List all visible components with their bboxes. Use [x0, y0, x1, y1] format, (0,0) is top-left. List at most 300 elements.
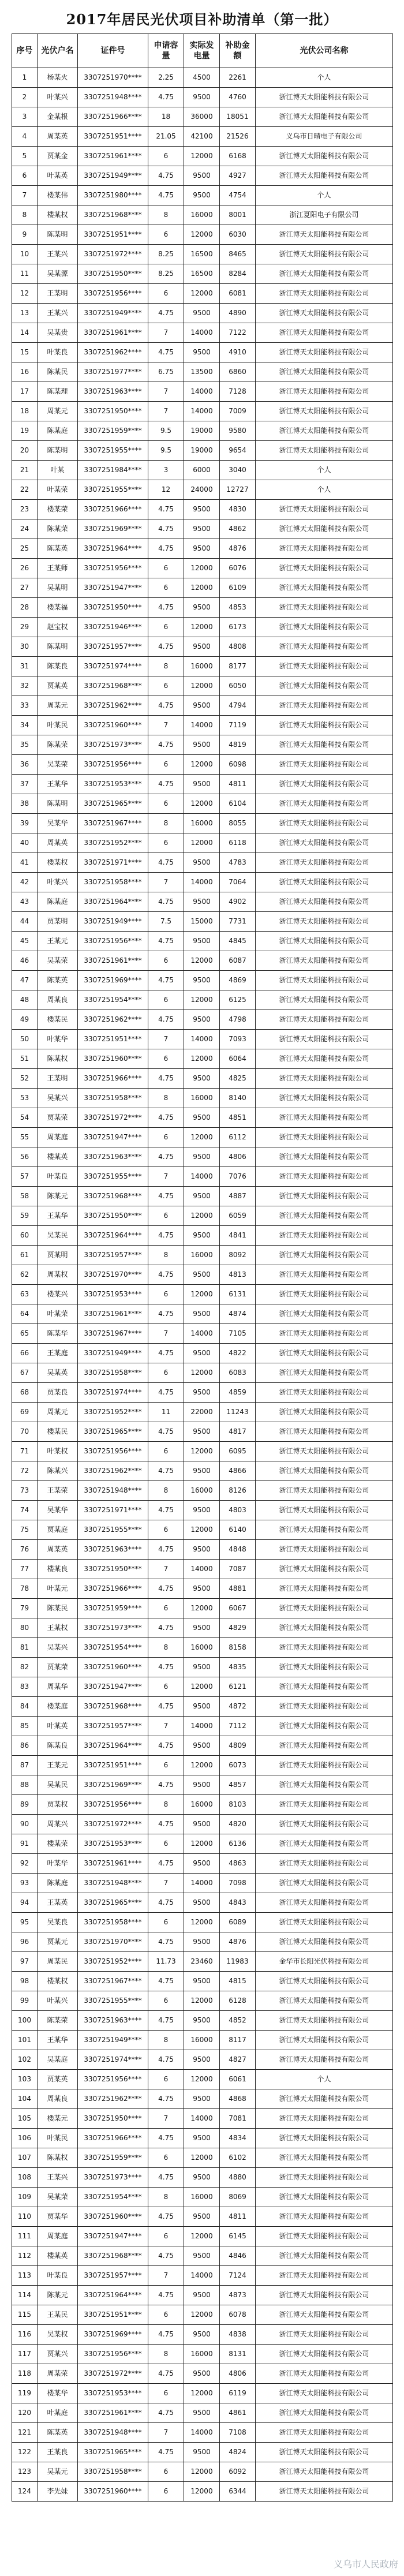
cell-owner-name: 贾某良: [38, 1383, 78, 1403]
cell-index: 10: [12, 245, 38, 264]
cell-subsidy: 6067: [220, 1599, 256, 1618]
table-row: [12, 284, 393, 304]
cell-company: 浙江博天太阳能科技有限公司: [256, 951, 393, 971]
cell-id-number: 3307251947****: [78, 2227, 148, 2246]
cell-capacity: 6: [148, 2148, 184, 2168]
cell-company: 浙江博天太阳能科技有限公司: [256, 1403, 393, 1422]
cell-subsidy: 4806: [220, 2364, 256, 2384]
cell-subsidy: 7081: [220, 2109, 256, 2129]
cell-owner-name: 吴某贵: [38, 323, 78, 343]
cell-owner-name: 楼某权: [38, 853, 78, 873]
cell-owner-name: 叶某英: [38, 166, 78, 186]
cell-id-number: 3307251958****: [78, 2462, 148, 2482]
cell-index: 30: [12, 637, 38, 657]
cell-index: 21: [12, 461, 38, 480]
cell-index: 74: [12, 1501, 38, 1520]
table-row: [12, 225, 393, 245]
cell-id-number: 3307251961****: [78, 323, 148, 343]
cell-id-number: 3307251957****: [78, 2266, 148, 2286]
cell-id-number: 3307251957****: [78, 1717, 148, 1736]
cell-subsidy: 6061: [220, 2070, 256, 2089]
cell-capacity: 6: [148, 2462, 184, 2482]
cell-subsidy: 8131: [220, 2345, 256, 2364]
cell-generation: 12000: [184, 833, 220, 853]
table-row: [12, 2286, 393, 2305]
cell-capacity: 4.75: [148, 1108, 184, 1128]
cell-subsidy: 4803: [220, 1501, 256, 1520]
cell-company: 浙江博天太阳能科技有限公司: [256, 990, 393, 1010]
cell-subsidy: 6092: [220, 2462, 256, 2482]
cell-capacity: 8: [148, 2345, 184, 2364]
cell-owner-name: 楼某荣: [38, 500, 78, 519]
cell-capacity: 6: [148, 2384, 184, 2403]
cell-generation: 12000: [184, 147, 220, 166]
table-row: [12, 1795, 393, 1815]
cell-owner-name: 王某明: [38, 284, 78, 304]
cell-owner-name: 吴某英: [38, 1363, 78, 1383]
cell-index: 52: [12, 1069, 38, 1089]
cell-id-number: 3307251968****: [78, 1697, 148, 1717]
cell-company: 浙江博天太阳能科技有限公司: [256, 794, 393, 814]
table-row: [12, 1815, 393, 1834]
cell-index: 80: [12, 1618, 38, 1638]
cell-id-number: 3307251967****: [78, 1324, 148, 1344]
table-row: [12, 1834, 393, 1854]
cell-owner-name: 楼某元: [38, 2109, 78, 2129]
cell-owner-name: 吴某良: [38, 1913, 78, 1932]
table-row: [12, 735, 393, 755]
cell-owner-name: 陈某荣: [38, 519, 78, 539]
cell-capacity: 4.75: [148, 1893, 184, 1913]
cell-company: 浙江博天太阳能科技有限公司: [256, 284, 393, 304]
cell-subsidy: 6145: [220, 2227, 256, 2246]
cell-generation: 12000: [184, 2384, 220, 2403]
cell-generation: 12000: [184, 1206, 220, 1226]
cell-company: 浙江博天太阳能科技有限公司: [256, 1893, 393, 1913]
cell-company: 浙江博天太阳能科技有限公司: [256, 88, 393, 107]
cell-generation: 9500: [184, 519, 220, 539]
table-row: [12, 873, 393, 892]
cell-id-number: 3307251964****: [78, 1736, 148, 1756]
cell-index: 7: [12, 186, 38, 205]
cell-id-number: 3307251955****: [78, 1991, 148, 2011]
table-row: [12, 402, 393, 421]
table-row: [12, 559, 393, 578]
cell-index: 102: [12, 2050, 38, 2070]
table-row: [12, 1579, 393, 1599]
table-row: [12, 539, 393, 559]
cell-capacity: 6: [148, 225, 184, 245]
cell-id-number: 3307251966****: [78, 107, 148, 127]
cell-id-number: 3307251961****: [78, 2403, 148, 2423]
cell-company: 浙江博天太阳能科技有限公司: [256, 716, 393, 735]
cell-id-number: 3307251965****: [78, 1422, 148, 1442]
cell-id-number: 3307251949****: [78, 1344, 148, 1363]
cell-company: 浙江博天太阳能科技有限公司: [256, 166, 393, 186]
cell-index: 107: [12, 2148, 38, 2168]
cell-capacity: 6: [148, 1128, 184, 1147]
cell-subsidy: 4852: [220, 2011, 256, 2031]
cell-owner-name: 贾某庭: [38, 1520, 78, 1540]
cell-generation: 9500: [184, 2403, 220, 2423]
cell-subsidy: 21526: [220, 127, 256, 147]
cell-company: 浙江博天太阳能科技有限公司: [256, 735, 393, 755]
cell-id-number: 3307251947****: [78, 578, 148, 598]
cell-generation: 9500: [184, 2207, 220, 2227]
cell-index: 67: [12, 1363, 38, 1383]
cell-id-number: 3307251968****: [78, 2246, 148, 2266]
cell-id-number: 3307251963****: [78, 1540, 148, 1560]
cell-generation: 9500: [184, 735, 220, 755]
cell-subsidy: 8069: [220, 2188, 256, 2207]
header-index: 序号: [12, 34, 38, 68]
cell-subsidy: 4834: [220, 2129, 256, 2148]
cell-company: 浙江博天太阳能科技有限公司: [256, 971, 393, 990]
table-row: [12, 1089, 393, 1108]
cell-capacity: 4.75: [148, 343, 184, 362]
cell-company: 浙江博天太阳能科技有限公司: [256, 1285, 393, 1304]
cell-owner-name: 贾某华: [38, 2207, 78, 2227]
cell-generation: 12000: [184, 1520, 220, 1540]
cell-index: 121: [12, 2423, 38, 2443]
cell-id-number: 3307251958****: [78, 1913, 148, 1932]
cell-generation: 14000: [184, 1167, 220, 1187]
cell-owner-name: 吴某权: [38, 2325, 78, 2345]
table-row: [12, 2129, 393, 2148]
cell-capacity: 7: [148, 382, 184, 402]
cell-generation: 9500: [184, 1932, 220, 1952]
cell-owner-name: 贾某元: [38, 1932, 78, 1952]
cell-index: 104: [12, 2089, 38, 2109]
cell-capacity: 6: [148, 1677, 184, 1697]
cell-company: 个人: [256, 480, 393, 500]
header-owner-name: 光伏户名: [38, 34, 78, 68]
cell-owner-name: 周某权: [38, 1265, 78, 1285]
cell-subsidy: 7119: [220, 716, 256, 735]
cell-owner-name: 陈某权: [38, 2148, 78, 2168]
cell-capacity: 4.75: [148, 2050, 184, 2070]
cell-owner-name: 周某英: [38, 1540, 78, 1560]
cell-subsidy: 8092: [220, 1246, 256, 1265]
cell-index: 72: [12, 1461, 38, 1481]
cell-company: 浙江博天太阳能科技有限公司: [256, 833, 393, 853]
table-row: [12, 1344, 393, 1363]
cell-generation: 16000: [184, 2188, 220, 2207]
cell-owner-name: 王某权: [38, 1618, 78, 1638]
cell-capacity: 4.75: [148, 2325, 184, 2345]
cell-subsidy: 6140: [220, 1520, 256, 1540]
table-row: [12, 1658, 393, 1677]
cell-owner-name: 吴某庭: [38, 2050, 78, 2070]
cell-owner-name: 吴某兴: [38, 1638, 78, 1658]
cell-generation: 9500: [184, 971, 220, 990]
cell-subsidy: 4830: [220, 500, 256, 519]
cell-id-number: 3307251964****: [78, 892, 148, 912]
cell-index: 49: [12, 1010, 38, 1030]
cell-generation: 12000: [184, 1756, 220, 1775]
cell-company: 浙江博天太阳能科技有限公司: [256, 2168, 393, 2188]
cell-company: 浙江博天太阳能科技有限公司: [256, 2089, 393, 2109]
cell-capacity: 11: [148, 1403, 184, 1422]
cell-owner-name: 叶某民: [38, 2129, 78, 2148]
cell-capacity: 8.25: [148, 245, 184, 264]
cell-owner-name: 陈某庭: [38, 892, 78, 912]
table-row: [12, 421, 393, 441]
cell-company: 浙江博天太阳能科技有限公司: [256, 1736, 393, 1756]
cell-index: 65: [12, 1324, 38, 1344]
cell-subsidy: 6102: [220, 2148, 256, 2168]
cell-index: 16: [12, 362, 38, 382]
table-row: [12, 1010, 393, 1030]
cell-id-number: 3307251971****: [78, 853, 148, 873]
cell-index: 43: [12, 892, 38, 912]
cell-id-number: 3307251961****: [78, 1304, 148, 1324]
cell-generation: 12000: [184, 1913, 220, 1932]
cell-generation: 14000: [184, 323, 220, 343]
cell-generation: 19000: [184, 441, 220, 461]
cell-generation: 9500: [184, 1775, 220, 1795]
cell-subsidy: 7098: [220, 1874, 256, 1893]
cell-generation: 9500: [184, 1422, 220, 1442]
cell-index: 34: [12, 716, 38, 735]
cell-id-number: 3307251962****: [78, 1010, 148, 1030]
cell-generation: 9500: [184, 1972, 220, 1991]
cell-id-number: 3307251951****: [78, 127, 148, 147]
cell-index: 85: [12, 1717, 38, 1736]
cell-capacity: 7: [148, 323, 184, 343]
cell-capacity: 4.75: [148, 2403, 184, 2423]
table-row: [12, 1049, 393, 1069]
table-row: [12, 1874, 393, 1893]
cell-subsidy: 4824: [220, 2443, 256, 2462]
table-row: [12, 500, 393, 519]
cell-generation: 12000: [184, 578, 220, 598]
cell-generation: 12000: [184, 1363, 220, 1383]
cell-id-number: 3307251956****: [78, 2070, 148, 2089]
cell-company: 浙江博天太阳能科技有限公司: [256, 1422, 393, 1442]
cell-id-number: 3307251965****: [78, 2443, 148, 2462]
cell-generation: 42100: [184, 127, 220, 147]
header-generation: 实际发电量: [184, 34, 220, 68]
cell-index: 1: [12, 68, 38, 88]
cell-id-number: 3307251973****: [78, 1618, 148, 1638]
cell-owner-name: 楼某权: [38, 1972, 78, 1991]
cell-capacity: 4.75: [148, 1383, 184, 1403]
cell-subsidy: 4845: [220, 932, 256, 951]
cell-subsidy: 4811: [220, 2207, 256, 2227]
cell-id-number: 3307251970****: [78, 68, 148, 88]
cell-company: 浙江博天太阳能科技有限公司: [256, 421, 393, 441]
cell-company: 浙江博天太阳能科技有限公司: [256, 539, 393, 559]
cell-owner-name: 赵宝权: [38, 618, 78, 637]
cell-generation: 12000: [184, 559, 220, 578]
cell-index: 17: [12, 382, 38, 402]
cell-capacity: 7: [148, 1717, 184, 1736]
cell-capacity: 7: [148, 402, 184, 421]
cell-subsidy: 4862: [220, 519, 256, 539]
cell-owner-name: 贾某荣: [38, 1108, 78, 1128]
cell-capacity: 4.75: [148, 1265, 184, 1285]
cell-index: 29: [12, 618, 38, 637]
cell-index: 61: [12, 1246, 38, 1265]
table-row: [12, 2089, 393, 2109]
cell-owner-name: 陈某元: [38, 1187, 78, 1206]
cell-owner-name: 周某元: [38, 402, 78, 421]
cell-company: 浙江博天太阳能科技有限公司: [256, 1560, 393, 1579]
cell-owner-name: 吴某民: [38, 1226, 78, 1246]
table-row: [12, 2462, 393, 2482]
table-row: [12, 107, 393, 127]
cell-generation: 9500: [184, 2443, 220, 2462]
cell-index: 18: [12, 402, 38, 421]
cell-owner-name: 陈某荣: [38, 735, 78, 755]
cell-id-number: 3307251964****: [78, 1226, 148, 1246]
cell-capacity: 8: [148, 657, 184, 676]
table-header-row: [12, 34, 393, 68]
cell-generation: 9500: [184, 166, 220, 186]
cell-id-number: 3307251948****: [78, 1874, 148, 1893]
cell-company: 浙江博天太阳能科技有限公司: [256, 657, 393, 676]
cell-subsidy: 4859: [220, 1383, 256, 1403]
cell-generation: 12000: [184, 1599, 220, 1618]
cell-subsidy: 6073: [220, 1756, 256, 1775]
table-row: [12, 2168, 393, 2188]
cell-owner-name: 吴某荣: [38, 755, 78, 775]
cell-id-number: 3307251974****: [78, 1383, 148, 1403]
cell-generation: 12000: [184, 794, 220, 814]
cell-index: 77: [12, 1560, 38, 1579]
cell-generation: 19000: [184, 421, 220, 441]
cell-id-number: 3307251980****: [78, 186, 148, 205]
cell-owner-name: 周某华: [38, 1677, 78, 1697]
cell-generation: 12000: [184, 951, 220, 971]
table-row: [12, 912, 393, 932]
cell-index: 26: [12, 559, 38, 578]
cell-id-number: 3307251970****: [78, 1932, 148, 1952]
cell-capacity: 4.75: [148, 2364, 184, 2384]
cell-index: 106: [12, 2129, 38, 2148]
cell-id-number: 3307251951****: [78, 2305, 148, 2325]
cell-generation: 9500: [184, 186, 220, 205]
cell-id-number: 3307251954****: [78, 1638, 148, 1658]
table-row: [12, 1147, 393, 1167]
cell-index: 59: [12, 1206, 38, 1226]
cell-index: 2: [12, 88, 38, 107]
cell-owner-name: 叶某兴: [38, 873, 78, 892]
cell-company: 浙江博天太阳能科技有限公司: [256, 1030, 393, 1049]
cell-subsidy: 4863: [220, 1854, 256, 1874]
table-row: [12, 1481, 393, 1501]
cell-owner-name: 贾某明: [38, 1246, 78, 1265]
cell-owner-name: 周某元: [38, 696, 78, 716]
cell-index: 5: [12, 147, 38, 166]
cell-index: 116: [12, 2325, 38, 2345]
cell-index: 113: [12, 2266, 38, 2286]
cell-company: 浙江博天太阳能科技有限公司: [256, 2188, 393, 2207]
cell-owner-name: 叶某良: [38, 1167, 78, 1187]
cell-owner-name: 陈某良: [38, 657, 78, 676]
cell-generation: 14000: [184, 1560, 220, 1579]
cell-capacity: 6: [148, 559, 184, 578]
cell-owner-name: 吴某华: [38, 814, 78, 833]
cell-owner-name: 陈某兴: [38, 1461, 78, 1481]
cell-generation: 9500: [184, 2089, 220, 2109]
cell-owner-name: 陈某荣: [38, 2011, 78, 2031]
cell-company: 浙江博天太阳能科技有限公司: [256, 755, 393, 775]
cell-generation: 16000: [184, 1089, 220, 1108]
cell-id-number: 3307251951****: [78, 1756, 148, 1775]
cell-capacity: 4.75: [148, 1226, 184, 1246]
table-row: [12, 2227, 393, 2246]
cell-id-number: 3307251960****: [78, 716, 148, 735]
cell-company: 浙江博天太阳能科技有限公司: [256, 1540, 393, 1560]
table-row: [12, 1403, 393, 1422]
cell-index: 32: [12, 676, 38, 696]
table-row: [12, 676, 393, 696]
cell-generation: 9500: [184, 1540, 220, 1560]
cell-capacity: 6: [148, 676, 184, 696]
cell-generation: 12000: [184, 2227, 220, 2246]
cell-generation: 12000: [184, 1049, 220, 1069]
cell-id-number: 3307251966****: [78, 500, 148, 519]
cell-company: 浙江博天太阳能科技有限公司: [256, 1108, 393, 1128]
cell-subsidy: 4817: [220, 1422, 256, 1442]
cell-owner-name: 贾某明: [38, 912, 78, 932]
table-row: [12, 1717, 393, 1736]
cell-company: 浙江博天太阳能科技有限公司: [256, 1775, 393, 1795]
table-row: [12, 1069, 393, 1089]
cell-owner-name: 叶某: [38, 461, 78, 480]
cell-id-number: 3307251956****: [78, 2345, 148, 2364]
cell-index: 58: [12, 1187, 38, 1206]
cell-subsidy: 4809: [220, 1736, 256, 1756]
cell-capacity: 4.75: [148, 519, 184, 539]
cell-index: 44: [12, 912, 38, 932]
cell-capacity: 7.5: [148, 912, 184, 932]
table-row: [12, 657, 393, 676]
cell-subsidy: 4835: [220, 1658, 256, 1677]
cell-generation: 9500: [184, 1265, 220, 1285]
cell-company: 浙江博天太阳能科技有限公司: [256, 1618, 393, 1638]
cell-capacity: 9.5: [148, 441, 184, 461]
cell-company: 浙江博天太阳能科技有限公司: [256, 2345, 393, 2364]
cell-generation: 23460: [184, 1952, 220, 1972]
cell-index: 92: [12, 1854, 38, 1874]
cell-company: 浙江博天太阳能科技有限公司: [256, 1854, 393, 1874]
cell-company: 浙江博天太阳能科技有限公司: [256, 2443, 393, 2462]
cell-id-number: 3307251965****: [78, 794, 148, 814]
cell-generation: 9500: [184, 1383, 220, 1403]
cell-id-number: 3307251968****: [78, 205, 148, 225]
cell-id-number: 3307251961****: [78, 951, 148, 971]
cell-generation: 12000: [184, 1991, 220, 2011]
cell-id-number: 3307251950****: [78, 598, 148, 618]
cell-company: 浙江博天太阳能科技有限公司: [256, 598, 393, 618]
cell-capacity: 2.25: [148, 68, 184, 88]
cell-generation: 14000: [184, 716, 220, 735]
table-row: [12, 1422, 393, 1442]
cell-id-number: 3307251957****: [78, 1246, 148, 1265]
cell-index: 115: [12, 2305, 38, 2325]
cell-generation: 9500: [184, 2246, 220, 2266]
cell-subsidy: 4873: [220, 2286, 256, 2305]
cell-index: 55: [12, 1128, 38, 1147]
cell-capacity: 3: [148, 461, 184, 480]
cell-company: 浙江博天太阳能科技有限公司: [256, 441, 393, 461]
cell-subsidy: 7076: [220, 1167, 256, 1187]
cell-id-number: 3307251954****: [78, 2188, 148, 2207]
cell-id-number: 3307251950****: [78, 402, 148, 421]
